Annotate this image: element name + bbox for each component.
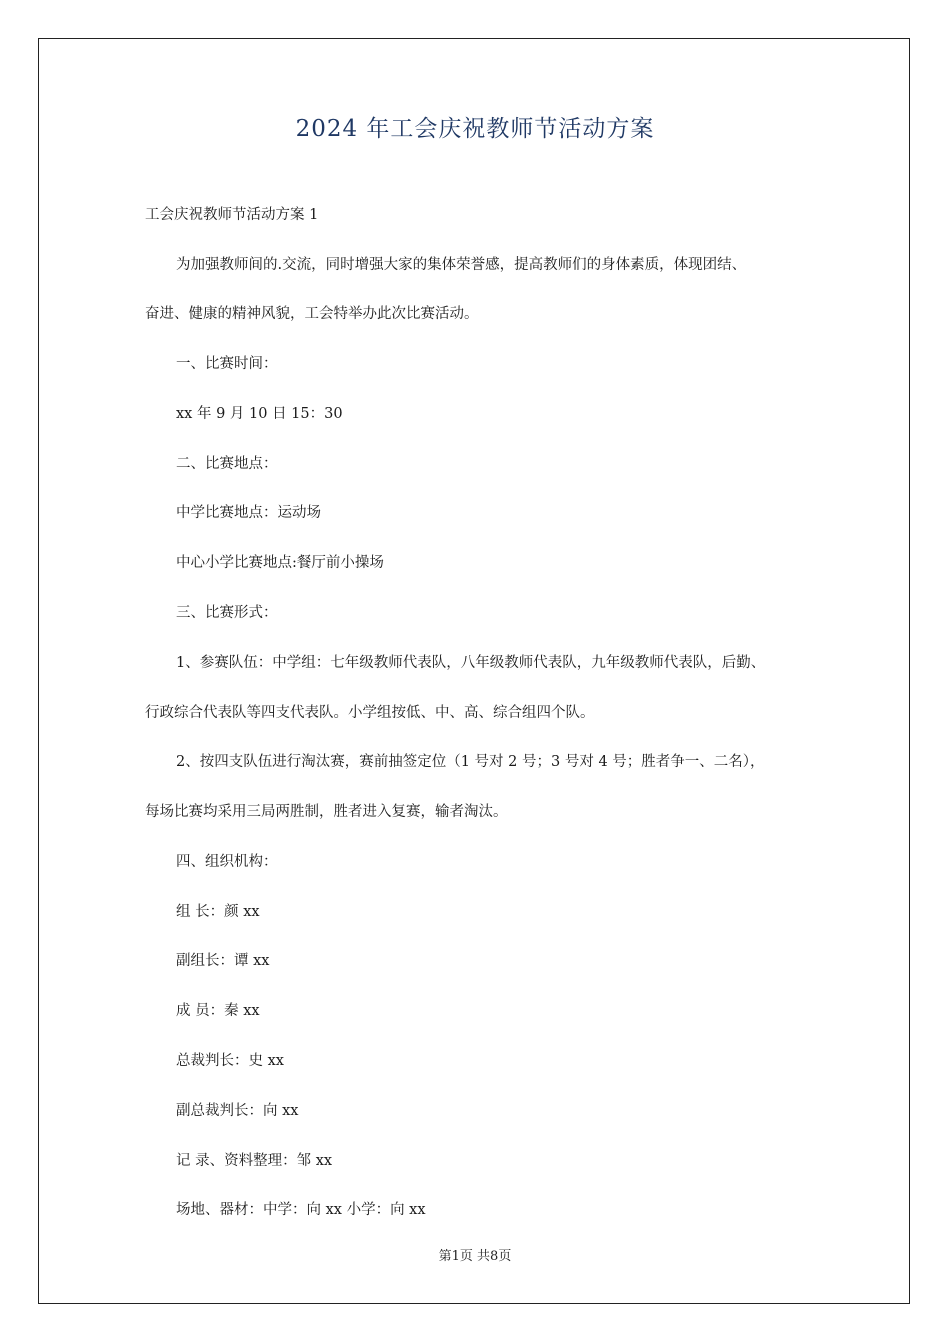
intro-line-1: 为加强教师间的.交流，同时增强大家的集体荣誉感，提高教师们的身体素质，体现团结、 [176,257,747,273]
middle-school-venue: 中学比赛地点：运动场 [176,505,321,521]
format-item-1-line-1: 1、参赛队伍：中学组：七年级教师代表队，八年级教师代表队，九年级教师代表队，后勤、 [176,655,766,671]
page-footer: 第1页 共8页 [438,1249,512,1264]
primary-school-venue: 中心小学比赛地点:餐厅前小操场 [176,555,384,571]
section-2-heading: 二、比赛地点： [176,456,278,472]
member-members: 成 员：秦 xx [176,1003,260,1019]
member-chief-referee: 总裁判长：史 xx [176,1053,284,1069]
format-item-1-line-2: 行政综合代表队等四支代表队。小学组按低、中、高、综合组四个队。 [145,705,595,721]
match-time: xx 年 9 月 10 日 15：30 [176,406,343,422]
subtitle: 工会庆祝教师节活动方案 1 [145,207,319,223]
section-4-heading: 四、组织机构： [176,854,278,870]
member-deputy-leader: 副组长：谭 xx [176,953,270,969]
member-venue-equipment: 场地、器材：中学：向 xx 小学：向 xx [176,1202,426,1218]
member-recorder: 记 录、资料整理：邹 xx [176,1153,333,1169]
section-1-heading: 一、比赛时间： [176,356,278,372]
document-title: 2024 年工会庆祝教师节活动方案 [295,116,655,142]
intro-line-2: 奋进、健康的精神风貌，工会特举办此次比赛活动。 [145,306,479,322]
member-deputy-chief-referee: 副总裁判长：向 xx [176,1103,299,1119]
format-item-2-line-1: 2、按四支队伍进行淘汰赛，赛前抽签定位（1 号对 2 号；3 号对 4 号；胜者争一、二名）， [176,754,765,770]
format-item-2-line-2: 每场比赛均采用三局两胜制，胜者进入复赛，输者淘汰。 [145,804,508,820]
member-leader: 组 长：颜 xx [176,904,260,920]
section-3-heading: 三、比赛形式： [176,605,278,621]
